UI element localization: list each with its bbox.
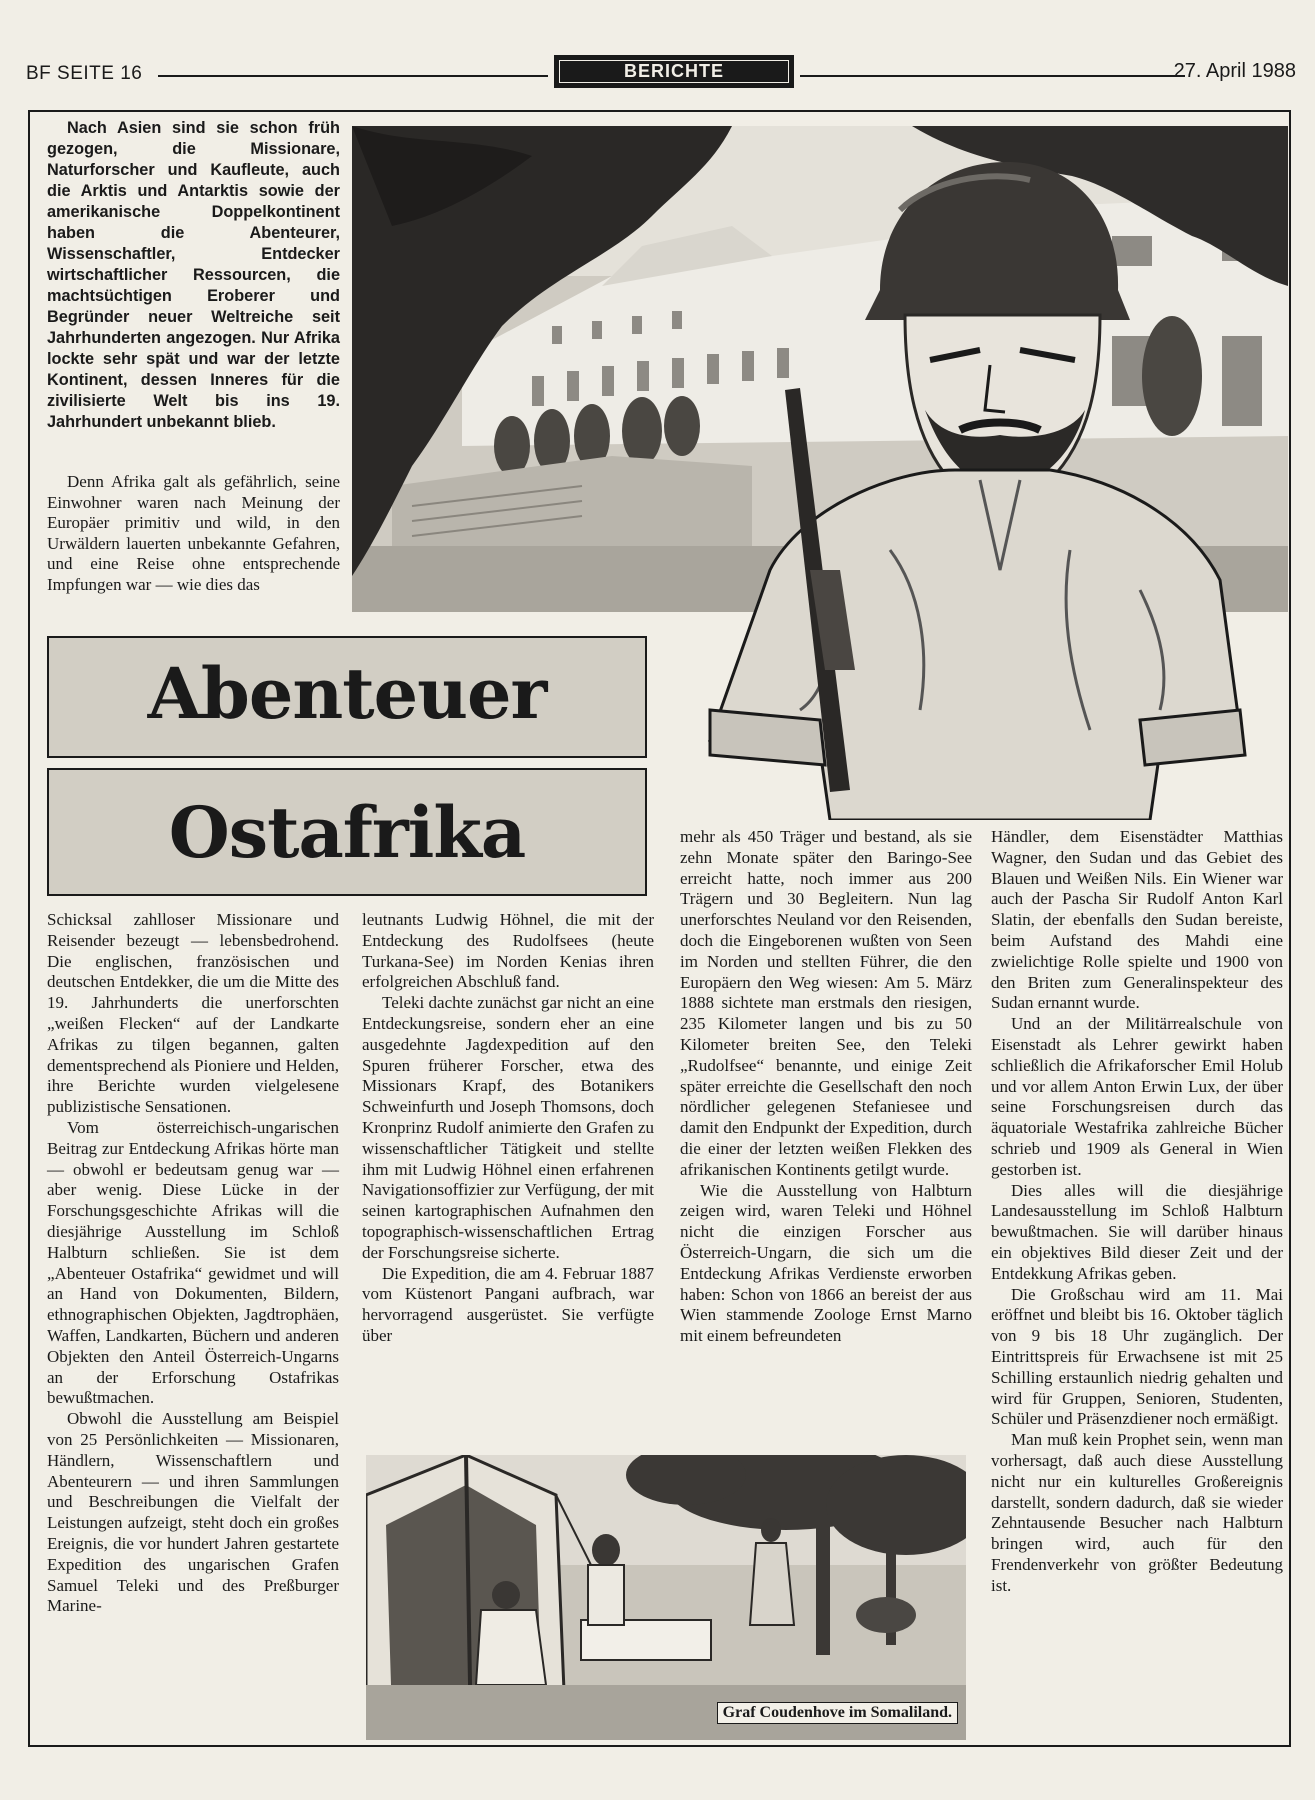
paragraph: Die Großschau wird am 11. Mai eröffnet und bleibt bis 16. Oktober täglich von 9 bis 18 Uhr zugänglich. Der Eintrittspreis für Erwachsene ist mit 25 Schilling erstaunlich niedrig gehalten und wird für Gruppen, Senioren, Studenten, Schüler und Präsenzdiener noch ermäßigt. xyxy=(991,1284,1283,1429)
paragraph: leutnants Ludwig Höhnel, die mit der Entdeckung des Rudolfsees (heute Turkana-See) im Norden Kenias ihren erfolgreichen Abschluß fand. xyxy=(362,910,654,992)
paragraph: Und an der Militärrealschule von Eisenstadt als Lehrer gewirkt haben schließlich die Afrikaforscher Emil Holub und vor allem Anton Erwin Lux, der über seine Forschungsreisen durch das äquatoriale Westafrika zahlreiche Bücher schrieb und 1909 als General in Wien gestorben ist. xyxy=(991,1014,1283,1179)
intro-paragraph: Denn Afrika galt als gefährlich, seine Einwohner waren nach Meinung der Europäer primitiv und wild, in den Urwäldern lauerten unbekannte Gefahren, und eine Reise ohne entsprechende Impfungen war — wie dies das xyxy=(47,472,340,594)
article-column-1 xyxy=(47,910,339,1617)
paragraph: Dies alles will die diesjährige Landesausstellung im Schloß Halbturn bewußtmachen. Sie will darüber hinaus ein objektives Bild dieser Zeit und der Entdekkung Afrikas geben. xyxy=(991,1180,1283,1283)
header-rule-right xyxy=(800,75,1185,77)
photo-caption: Graf Coudenhove im Somaliland. xyxy=(717,1702,958,1724)
headline-line-2: Ostafrika xyxy=(47,768,647,896)
paragraph: Schicksal zahlloser Missionare und Reisender bezeugt — lebensbedrohend. Die englischen, französischen und deutschen Entdekker, die um die Mitte des 19. Jahrhunderts die unerforschten „weißen Flecken“ auf der Landkarte Afrikas zu tilgen begannen, galten dementsprechend als Pioniere und Helden, ihre Berichte wurden vielgelesene publizistische Sensationen. xyxy=(47,910,339,1117)
page-number: BF SEITE 16 xyxy=(26,63,143,84)
camp-photo xyxy=(366,1455,966,1740)
paragraph: Wie die Ausstellung von Halbturn zeigen wird, waren Teleki und Höhnel nicht die einzigen Forscher aus Österreich-Ungarn, die sich um die Entdeckung Afrikas Verdienste erworben haben: Schon von 1866 an bereist der aus Wien stammende Zoologe Ernst Marno mit einem befreundeten xyxy=(680,1180,972,1346)
page-header xyxy=(26,55,1296,95)
paragraph: Teleki dachte zunächst gar nicht an eine Entdeckungsreise, sondern eher an eine ausgedehnte Jagdexpedition auf den Spuren früherer Forscher, etwa des Missionars Krapf, des Botanikers Schweinfurth und Joseph Thomsons, doch Kronprinz Rudolf animierte den Grafen zu wissenschaftlicher Tätigkeit und stellte ihm mit Ludwig Höhnel einen erfahrenen Navigationsoffizier zur Verfügung, der mit seinen kartographischen Aufnahmen den topographisch-wissenschaftlichen Ertrag der Forschungsreise sicherte. xyxy=(362,993,654,1262)
article-column-3 xyxy=(680,827,972,1347)
header-rule-left xyxy=(158,75,548,77)
paragraph: Vom österreichisch-ungarischen Beitrag zur Entdeckung Afrikas hörte man — obwohl er bedeutsam genug war — aber wenig. Diese Lücke in der Forschungsgeschichte Afrikas will die diesjährige Ausstellung im Schloß Halbturn schließen. Sie ist dem „Abenteuer Ostafrika“ gewidmet und will an Hand von Dokumenten, Bildern, ethnographischen Objekten, Jagdtrophäen, Waffen, Landkarten, Büchern und anderen Objekten den Anteil Österreich-Ungarns an der Erforschung Ostafrikas bewußtmachen. xyxy=(47,1117,339,1408)
paragraph: Obwohl die Ausstellung am Beispiel von 25 Persönlichkeiten — Missionaren, Händlern, Wissenschaftlern und Abenteurern — und ihren Sammlungen und Beschreibungen die Vielfalt der Leistungen aufzeigt, steht doch ein großes Ereignis, die vor hundert Jahren gestartete Expedition des ungarischen Grafen Samuel Teleki und des Preßburger Marine- xyxy=(47,1409,339,1616)
article-column-4 xyxy=(991,827,1283,1596)
paragraph: mehr als 450 Träger und bestand, als sie zehn Monate später den Baringo-See erreicht hatte, noch immer aus 200 Trägern und 30 Begleitern. Nun lag unerforschtes Neuland vor den Reisenden, doch die Eingeborenen wußten von Seen im Norden und stellten Führer, die den Europäern den Weg wiesen: Am 5. März 1888 sichtete man erstmals den riesigen, 235 Kilometer langen und bis zu 50 Kilometer breiten See, den Teleki „Rudolfsee“ benannte, und einige Zeit später erreichte die Gesellschaft den noch nördlicher gelegenen Stefaniesee und damit den Endpunkt der Expedition, durch die einer der letzten weißen Flekken des afrikanischen Kontinents getilgt wurde. xyxy=(680,827,972,1179)
issue-date: 27. April 1988 xyxy=(1173,60,1296,82)
lead-paragraph: Nach Asien sind sie schon früh gezogen, die Missionare, Naturforscher und Kaufleute, auch die Arktis und Antarktis sowie der amerikanische Doppelkontinent haben die Abenteurer, Wissenschaftler, Entdecker wirtschaftlicher Ressourcen, die machtsüchtigen Eroberer und Begründer neuer Weltreiche seit Jahrhunderten angezogen. Nur Afrika lockte sehr spät und war der letzte Kontinent, dessen Inneres für die zivilisierte Welt bis ins 19. Jahrhundert unbekannt blieb. xyxy=(47,119,340,431)
article-column-2 xyxy=(362,910,654,1347)
explorer-illustration xyxy=(690,150,1250,820)
headline-line-1: Abenteuer xyxy=(47,636,647,758)
section-label: BERICHTE xyxy=(559,60,789,83)
paragraph: Die Expedition, die am 4. Februar 1887 vom Küstenort Pangani aufbrach, war hervorragend ausgerüstet. Sie verfügte über xyxy=(362,1263,654,1345)
section-label-box xyxy=(554,55,794,88)
paragraph: Händler, dem Eisenstädter Matthias Wagner, den Sudan und das Gebiet des Blauen und Weißen Nils. Ein Wiener war auch der Pascha Sir Rudolf Anton Karl Slatin, der ebenfalls den Sudan bereiste, beim Aufstand des Mahdi eine zwielichtige Rolle spielte und 1900 von den Briten zum Generalinspekteur des Sudan ernannt wurde. xyxy=(991,827,1283,1013)
paragraph: Man muß kein Prophet sein, wenn man vorhersagt, daß auch diese Ausstellung nicht nur ein kulturelles Großereignis darstellt, sondern dadurch, daß sie wieder Zehntausende Besucher nach Halbturn bringen wird, auch für den Frendenverkehr von größter Bedeutung ist. xyxy=(991,1430,1283,1595)
